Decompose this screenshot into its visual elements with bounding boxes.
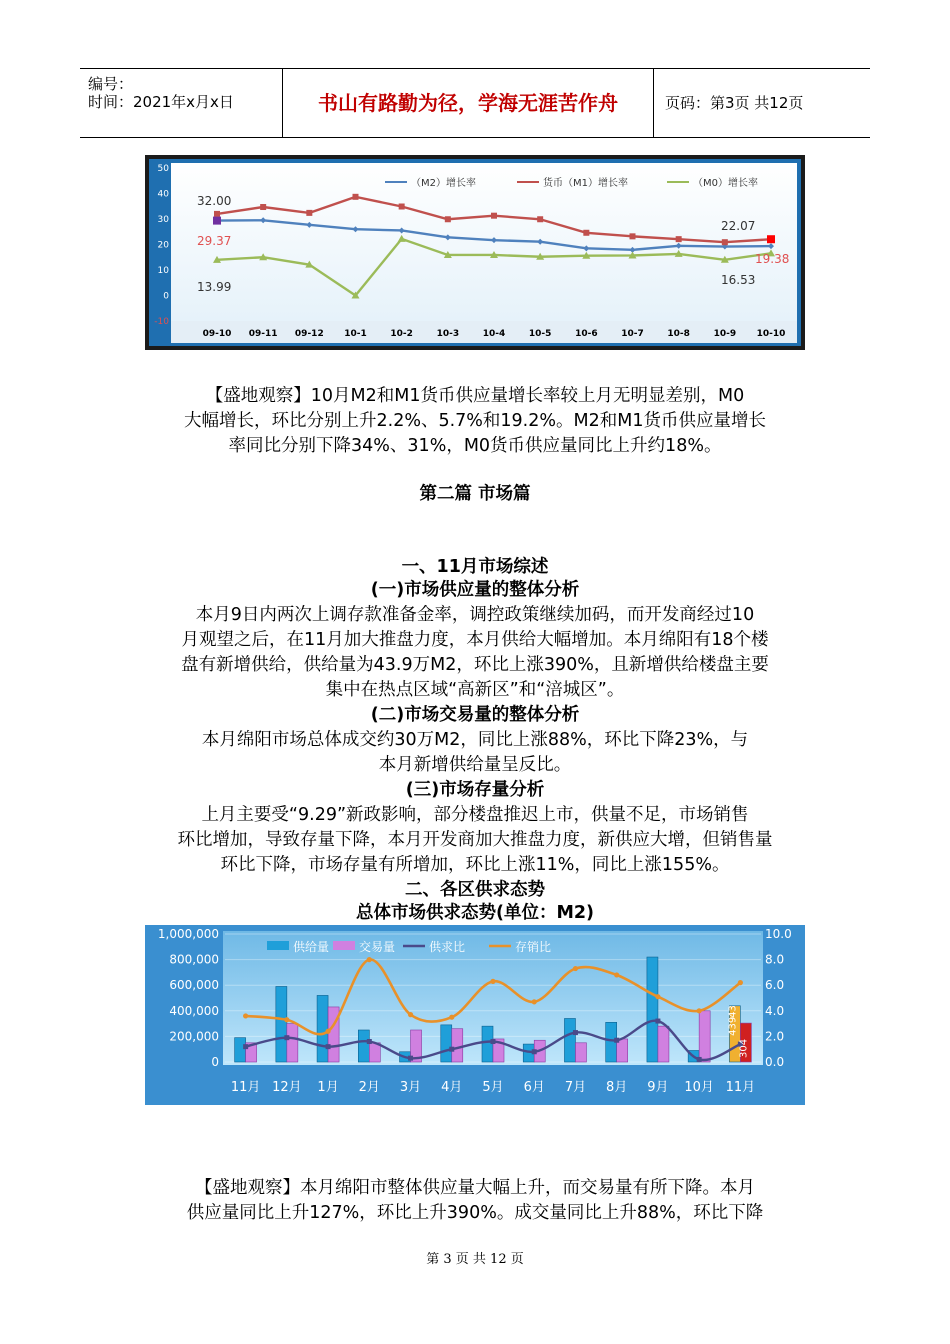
y2-tick-label: 10.0: [765, 927, 792, 941]
data-annotation: 32.00: [197, 194, 232, 208]
chart2-title: 总体市场供求态势(单位：M2): [355, 903, 595, 923]
observation-paragraph-1: [145, 384, 805, 459]
supply-bar: [358, 1030, 369, 1062]
y-tick-label: 0: [211, 1055, 219, 1069]
legend-label: 供给量: [293, 940, 330, 954]
text-line: 集中在热点区域“高新区”和“涪城区”。: [325, 680, 625, 700]
deal-bar: [287, 1024, 298, 1062]
data-point: [630, 233, 636, 239]
money-supply-chart: [145, 155, 805, 350]
section-title: 第二篇 市场篇: [419, 484, 531, 504]
x-tick-label: 9月: [647, 1080, 669, 1095]
data-point: [676, 236, 682, 242]
stock-ratio-point: [738, 980, 743, 985]
stock-ratio-point: [367, 957, 372, 962]
data-annotation: 29.37: [197, 234, 232, 248]
text-line: 【盛地观察】本月绵阳市整体供应量大幅上升，而交易量有所下降。本月: [195, 1178, 755, 1198]
x-tick-label: 10-1: [344, 329, 367, 339]
supply-demand-ratio-point: [326, 1044, 331, 1049]
x-tick-label: 1月: [317, 1080, 339, 1095]
heading-stock-analysis: (三)市场存量分析: [405, 780, 545, 800]
bar-data-label: 304: [738, 1038, 750, 1058]
highlight-point: [213, 217, 221, 225]
legend-label: 货币（M1）增长率: [543, 178, 628, 189]
y2-tick-label: 8.0: [765, 952, 785, 967]
supply-bar: [441, 1025, 452, 1062]
supply-demand-ratio-point: [367, 1039, 372, 1044]
x-tick-label: 12月: [272, 1080, 302, 1095]
deal-bar: [452, 1029, 463, 1062]
stock-ratio-point: [573, 966, 578, 971]
x-tick-label: 10-3: [436, 329, 460, 339]
text-line: 率同比分别下降34%、31%，M0货币供应量同比上升约18%。: [228, 436, 722, 456]
data-point: [537, 216, 543, 222]
legend-label: 交易量: [359, 940, 396, 954]
supply-bar: [564, 1018, 575, 1062]
legend-label: （M0）增长率: [693, 178, 758, 189]
supply-bar: [235, 1038, 246, 1062]
heading-deal-analysis: (二)市场交易量的整体分析: [370, 705, 580, 725]
y-tick-label: 40: [157, 189, 169, 200]
supply-bar: [647, 957, 658, 1062]
data-point: [306, 210, 312, 216]
stock-ratio-point: [532, 999, 537, 1004]
y2-tick-label: 6.0: [765, 978, 785, 993]
text-line: 大幅增长，环比分别上升2.2%、5.7%和19.2%。M2和M1货币供应量增长: [184, 411, 766, 431]
deal-bar: [658, 1026, 669, 1062]
y-tick-label: 600,000: [169, 978, 219, 993]
x-tick-label: 3月: [399, 1080, 422, 1095]
supply-demand-ratio-point: [614, 1038, 619, 1043]
page-header: [80, 68, 870, 138]
x-tick-label: 6月: [523, 1080, 545, 1095]
supply-bar: [317, 995, 328, 1062]
x-tick-label: 4月: [441, 1080, 463, 1095]
x-tick-label: 10-10: [756, 329, 786, 339]
y-tick-label: 30: [157, 215, 169, 225]
supply-demand-ratio-point: [532, 1049, 537, 1054]
legend-label: 供求比: [429, 940, 466, 954]
y2-tick-label: 2.0: [765, 1029, 785, 1044]
supply-paragraph: [145, 603, 805, 703]
supply-demand-ratio-point: [243, 1044, 248, 1049]
supply-demand-chart-svg: [145, 925, 805, 1105]
highlight-point: [767, 235, 775, 243]
header-info-cell: [80, 69, 283, 137]
stock-ratio-point: [449, 1015, 454, 1020]
x-tick-label: 2月: [358, 1080, 380, 1095]
data-point: [214, 211, 220, 217]
y-tick-label: 400,000: [169, 1003, 219, 1018]
data-annotation: 22.07: [721, 219, 756, 233]
number-label: 编号：: [88, 75, 134, 93]
text-line: 【盛地观察】10月M2和M1货币供应量增长率较上月无明显差别，M0: [205, 386, 745, 406]
heading-supply-analysis: (一)市场供应量的整体分析: [370, 580, 580, 600]
supply-demand-ratio-point: [573, 1030, 578, 1035]
legend-swatch: [267, 941, 289, 950]
stock-ratio-point: [408, 1012, 413, 1017]
stock-ratio-point: [697, 1008, 702, 1013]
deal-bar: [575, 1043, 586, 1062]
data-annotation: 19.38: [755, 252, 790, 266]
header-page-label: 页码：第3页 共12页: [665, 94, 804, 112]
supply-bar: [482, 1026, 493, 1062]
text-line: 本月绵阳市场总体成交约30万M2，同比上涨88%，环比下降23%，与: [201, 730, 749, 750]
stock-ratio-point: [655, 994, 660, 999]
text-line: 月观望之后，在11月加大推盘力度，本月供给大幅增加。本月绵阳有18个楼: [181, 630, 769, 650]
time-label: 时间：2021年x月x日: [88, 93, 234, 111]
y-tick-label: 50: [157, 164, 169, 174]
heading-market-overview: 一、11月市场综述: [401, 557, 549, 577]
data-point: [399, 204, 405, 210]
data-point: [491, 213, 497, 219]
observation-paragraph-2: [145, 1176, 805, 1226]
supply-demand-ratio-point: [284, 1035, 289, 1040]
y-tick-label: 1,000,000: [157, 927, 219, 941]
text-line: 环比增加，导致存量下降，本月开发商加大推盘力度，新供应大增，但销售量: [177, 830, 773, 850]
x-tick-label: 8月: [606, 1080, 628, 1095]
supply-demand-ratio-point: [697, 1057, 702, 1062]
x-tick-label: 10-4: [482, 329, 506, 339]
text-line: 供应量同比上升127%，环比上升390%。成交量同比上升88%，环比下降: [186, 1203, 764, 1223]
y2-tick-label: 4.0: [765, 1003, 785, 1018]
x-tick-label: 10-2: [390, 329, 413, 339]
text-line: 上月主要受“9.29”新政影响，部分楼盘推迟上市，供量不足，市场销售: [201, 805, 749, 825]
x-tick-label: 10-9: [713, 329, 737, 339]
bar-data-label: 439: [727, 1016, 739, 1036]
deal-bar: [699, 1011, 710, 1062]
deal-bar: [328, 1007, 339, 1062]
text-line: 本月新增供给量呈反比。: [378, 755, 572, 775]
supply-demand-ratio-point: [491, 1039, 496, 1044]
x-tick-label: 10-8: [667, 329, 690, 339]
y-tick-label: 200,000: [169, 1029, 219, 1044]
stock-ratio-point: [284, 1017, 289, 1022]
money-supply-chart-svg: [145, 155, 805, 350]
x-tick-label: 09-11: [248, 329, 278, 339]
stock-ratio-point: [614, 972, 619, 977]
data-point: [260, 204, 266, 210]
legend-label: 存销比: [515, 940, 552, 954]
stock-paragraph: [145, 803, 805, 878]
data-annotation: 16.53: [721, 273, 756, 287]
supply-demand-ratio-point: [655, 1019, 660, 1024]
text-line: 环比下降，市场存量有所增加，环比上涨11%，同比上涨155%。: [220, 855, 730, 875]
legend-swatch: [333, 941, 355, 950]
x-tick-label: 7月: [564, 1080, 587, 1095]
data-point: [722, 239, 728, 245]
stock-ratio-point: [325, 1029, 330, 1034]
data-point: [445, 216, 451, 222]
x-tick-label: 10-5: [528, 329, 552, 339]
x-tick-label: 5月: [482, 1080, 504, 1095]
data-annotation: 13.99: [197, 280, 232, 294]
x-tick-label: 11月: [230, 1080, 261, 1095]
y-tick-label: 10: [157, 266, 169, 276]
supply-demand-chart: [145, 925, 805, 1105]
text-line: 本月9日内两次上调存款准备金率，调控政策继续加码，而开发商经过10: [195, 605, 755, 625]
legend-label: （M2）增长率: [411, 178, 476, 189]
x-tick-label: 10月: [684, 1080, 714, 1095]
supply-demand-ratio-point: [408, 1056, 413, 1061]
x-tick-label: 10-7: [621, 329, 644, 339]
supply-bar: [276, 986, 287, 1062]
y-tick-label: -10: [154, 317, 169, 327]
heading-district-trend: 二、各区供求态势: [405, 880, 545, 900]
y-tick-label: 20: [157, 240, 169, 251]
x-tick-label: 09-10: [202, 329, 232, 339]
page-footer: 第 3 页 共 12 页: [426, 1252, 524, 1267]
y2-tick-label: 0.0: [765, 1055, 785, 1069]
stock-ratio-point: [490, 979, 495, 984]
y-tick-label: 800,000: [169, 952, 219, 967]
deal-paragraph: [145, 728, 805, 778]
stock-ratio-point: [243, 1013, 248, 1018]
y-tick-label: 0: [163, 291, 169, 302]
x-tick-label: 10-6: [575, 329, 598, 339]
supply-demand-ratio-point: [449, 1047, 454, 1052]
text-line: 盘有新增供给，供给量为43.9万M2，环比上涨390%，且新增供给楼盘主要: [181, 655, 769, 675]
data-point: [583, 230, 589, 236]
x-tick-label: 09-12: [294, 329, 324, 339]
header-motto: 书山有路勤为径，学海无涯苦作舟: [283, 69, 654, 137]
bar-data-label: 43: [727, 1005, 739, 1018]
x-tick-label: 11月: [725, 1080, 756, 1095]
data-point: [353, 194, 359, 200]
